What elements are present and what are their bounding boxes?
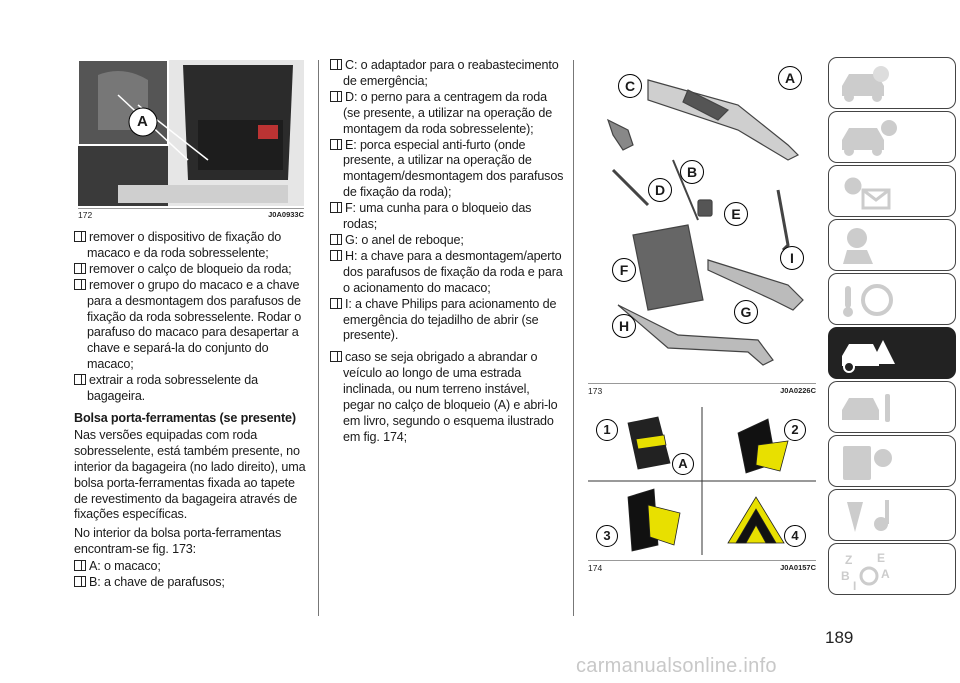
tab-warning-lights[interactable] bbox=[828, 165, 956, 217]
list-item: caso se seja obrigado a abrandar o veículo ao longo de uma estrada inclinada, ou num terreno instável, pegar no calço de bloqueio (A) e abri-lo em livro, segundo o esquema ilustrado em fig. 174; bbox=[330, 350, 564, 445]
step-number-1: 1 bbox=[596, 419, 618, 441]
fig173-code: J0A0226C bbox=[780, 386, 816, 395]
car-info-icon bbox=[837, 118, 897, 158]
list-item: extrair a roda sobresselente da bagageira. bbox=[74, 373, 308, 405]
divider bbox=[588, 383, 816, 384]
page-number: 189 bbox=[825, 628, 854, 647]
fig172-code: J0A0933C bbox=[268, 210, 304, 219]
wheel-chock-steps bbox=[588, 405, 816, 557]
callout-a: A bbox=[778, 66, 802, 90]
figure-173 bbox=[588, 60, 816, 380]
list-item: F: uma cunha para o bloqueio das rodas; bbox=[330, 201, 564, 233]
column-2 bbox=[330, 58, 564, 446]
list-item: B: a chave de parafusos; bbox=[74, 575, 308, 591]
trunk-photo bbox=[78, 60, 304, 206]
car-dashboard-icon bbox=[837, 64, 897, 104]
list-item: D: o perno para a centragem da roda (se presente, a utilizar na operação de montagem da roda sobresselente); bbox=[330, 90, 564, 138]
fig174-label: 174 bbox=[588, 563, 603, 573]
technical-data-icon bbox=[837, 442, 897, 482]
tab-car-info[interactable] bbox=[828, 111, 956, 163]
tab-safety[interactable] bbox=[828, 219, 956, 271]
figure-174 bbox=[588, 405, 816, 557]
divider bbox=[588, 560, 816, 561]
warning-lights-message-icon bbox=[837, 172, 897, 212]
callout-e: E bbox=[724, 202, 748, 226]
svg-text:I: I bbox=[853, 579, 857, 593]
emergency-car-icon bbox=[837, 334, 897, 374]
car-maintenance-icon bbox=[837, 388, 897, 428]
callout-b: B bbox=[680, 160, 704, 184]
step-number-3: 3 bbox=[596, 525, 618, 547]
tab-multimedia[interactable] bbox=[828, 489, 956, 541]
callout-g: G bbox=[734, 300, 758, 324]
tab-technical-data[interactable] bbox=[828, 435, 956, 487]
column-separator bbox=[573, 60, 574, 616]
step-number-4: 4 bbox=[784, 525, 806, 547]
fig172-marker: A bbox=[137, 113, 148, 130]
callout-i: I bbox=[780, 246, 804, 270]
list-item: I: a chave Philips para acionamento de emergência do tejadilho de abrir (se presente). bbox=[330, 297, 564, 345]
fig174-marker: A bbox=[672, 453, 694, 475]
multimedia-icon bbox=[837, 496, 897, 536]
tab-starting-driving[interactable] bbox=[828, 273, 956, 325]
column-separator bbox=[318, 60, 319, 616]
callout-c: C bbox=[618, 74, 642, 98]
figure-172 bbox=[78, 60, 304, 206]
index-icon bbox=[837, 550, 897, 594]
divider bbox=[78, 208, 304, 209]
column-1 bbox=[74, 230, 308, 591]
tab-maintenance[interactable] bbox=[828, 381, 956, 433]
paragraph: Nas versões equipadas com roda sobresselente, está também presente, no interior da bagageira (no lado direito), uma bolsa porta-ferramentas fixada ao tapete de revestimento da bagageira através de fixações específicas. bbox=[74, 427, 306, 522]
tab-car-dashboard[interactable] bbox=[828, 57, 956, 109]
svg-text:B: B bbox=[841, 569, 850, 583]
fig173-label: 173 bbox=[588, 386, 603, 396]
fig172-caption bbox=[78, 210, 304, 220]
svg-text:A: A bbox=[881, 567, 890, 581]
starting-driving-icon bbox=[837, 280, 897, 320]
callout-f: F bbox=[612, 258, 636, 282]
list-item: C: o adaptador para o reabastecimento de emergência; bbox=[330, 58, 564, 90]
tab-emergency[interactable] bbox=[828, 327, 956, 379]
callout-d: D bbox=[648, 178, 672, 202]
list-item: remover o calço de bloqueio da roda; bbox=[74, 262, 308, 278]
airbag-seat-icon bbox=[837, 226, 897, 266]
list-item: remover o grupo do macaco e a chave para a desmontagem dos parafusos de fixação da roda sobresselente. Rodar o parafuso do macaco para desapertar a chave e separá-la do conjunto do macaco; bbox=[74, 278, 308, 373]
step-number-2: 2 bbox=[784, 419, 806, 441]
tab-index[interactable] bbox=[828, 543, 956, 595]
watermark: carmanualsonline.info bbox=[576, 655, 777, 677]
section-heading: Bolsa porta-ferramentas (se presente) bbox=[74, 410, 296, 425]
fig173-caption bbox=[588, 386, 816, 396]
fig172-label: 172 bbox=[78, 210, 93, 220]
list-item: A: o macaco; bbox=[74, 559, 308, 575]
list-item: E: porca especial anti-furto (onde presente, a utilizar na operação de montagem/desmontagem dos parafusos de fixação da roda); bbox=[330, 138, 564, 202]
fig174-caption bbox=[588, 563, 816, 573]
list-item: G: o anel de reboque; bbox=[330, 233, 564, 249]
fig174-code: J0A0157C bbox=[780, 563, 816, 572]
svg-text:Z: Z bbox=[845, 553, 853, 567]
list-item: H: a chave para a desmontagem/aperto dos parafusos de fixação da roda e para o acionamento do macaco; bbox=[330, 249, 564, 297]
list-item: remover o dispositivo de fixação do macaco e da roda sobresselente; bbox=[74, 230, 308, 262]
callout-h: H bbox=[612, 314, 636, 338]
paragraph: No interior da bolsa porta-ferramentas encontram-se fig. 173: bbox=[74, 526, 282, 557]
svg-text:E: E bbox=[877, 551, 886, 565]
